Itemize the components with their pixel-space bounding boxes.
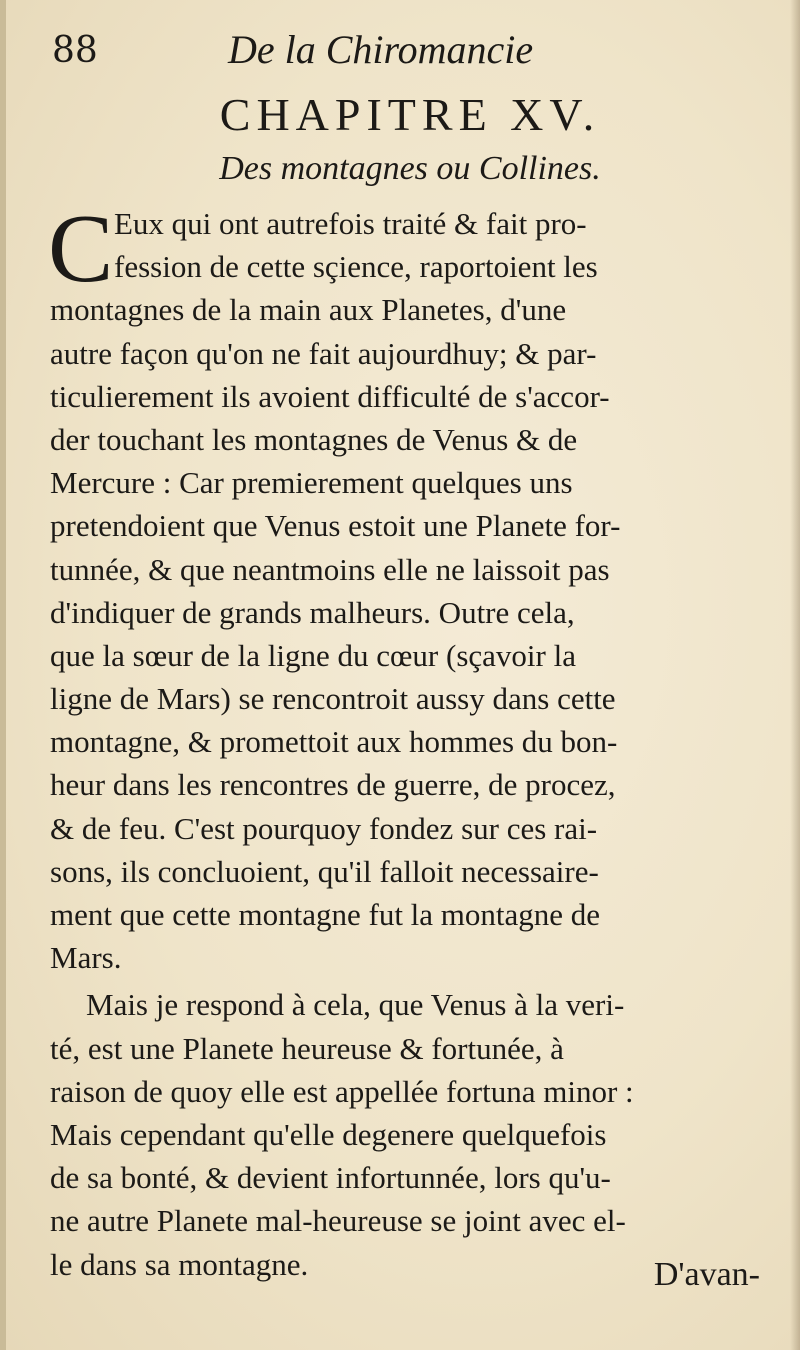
body-text [48,195,765,1286]
text-line: montagnes de la main aux Planetes, d'une [50,292,567,328]
text-line: ne autre Planete mal-heureuse se joint avec el- [50,1203,626,1239]
text-line: der touchant les montagnes de Venus & de [50,421,578,457]
text-line: que la sœur de la ligne du cœur (sçavoir la [50,637,576,673]
text-line: raison de quoy elle est appellée fortuna minor : [50,1073,634,1109]
text-line: montagne, & promettoit aux hommes du bon- [50,724,618,760]
catchword: D'avan- [653,1256,760,1293]
running-head [52,24,752,74]
text-line: té, est une Planete heureuse & fortunée, à [50,1030,564,1066]
text-line: Eux qui ont autrefois traité & fait pro- [114,206,587,241]
page-left-edge [0,0,6,1350]
text-line: autre façon qu'on ne fait aujourdhuy; & par- [50,335,597,371]
page-spine-shadow [790,0,800,1350]
section-title: Des montagnes ou Collines. [219,150,601,187]
text-line: sons, ils concluoient, qu'il falloit necessaire- [50,853,599,889]
text-line: tunnée, & que neantmoins elle ne laissoit pas [50,551,610,587]
text-line: d'indiquer de grands malheurs. Outre cela, [50,594,575,630]
text-line: Mais je respond à cela, que Venus à la veri- [86,987,625,1023]
text-line: Mercure : Car premierement quelques uns [50,465,573,501]
text-line: Mais cependant qu'elle degenere quelquefois [50,1116,607,1152]
text-line: Mars. [50,940,122,976]
text-line: ment que cette montagne fut la montagne de [50,897,601,932]
text-line: pretendoient que Venus estoit une Planete for- [50,508,621,544]
drop-cap: C [48,195,114,303]
text-line: & de feu. C'est pourquoy fondez sur ces rai- [50,810,598,846]
text-line: ligne de Mars) se rencontroit aussy dans cette [50,681,616,717]
text-line: fession de cette sçience, raportoient les [114,249,598,285]
chapter-heading: CHAPITRE XV. [219,89,601,140]
text-line: heur dans les rencontres de guerre, de procez, [50,767,616,803]
running-title: De la Chiromancie [228,27,534,72]
text-line: de sa bonté, & devient infortunnée, lors qu'u- [50,1160,611,1196]
text-line: ticulierement ils avoient difficulté de s'accor- [50,378,610,414]
page-number: 88 [52,30,98,71]
text-line: le dans sa montagne. [50,1246,309,1282]
